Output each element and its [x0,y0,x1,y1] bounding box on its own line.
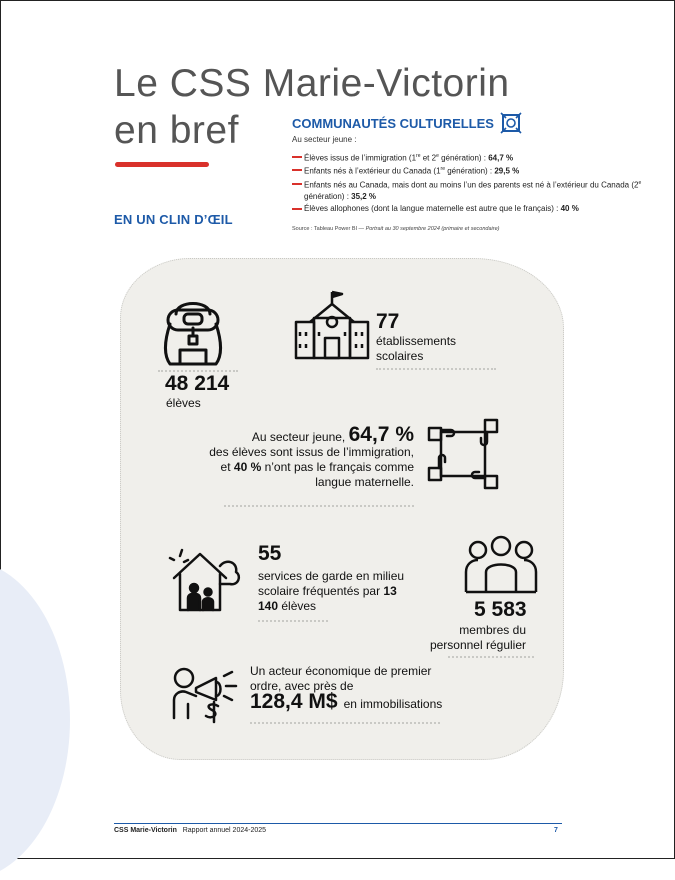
source-note: Source : Tableau Power BI — Portrait au 30 septembre 2024 (primaire et secondaire) [292,226,500,232]
divider [448,656,534,658]
staff-value: 5 583 [474,598,527,621]
culture-arrows-icon [500,112,522,134]
title-line-1: Le CSS Marie-Victorin [114,62,510,105]
divider [158,370,238,372]
list-item: Élèves issus de l’immigration (1re et 2e génération) : 64,7 % [292,151,642,164]
list-item: Élèves allophones (dont la langue maternelle est autre que le français) : 40 % [292,203,642,215]
schools-label: établissements scolaires [376,334,457,363]
economic-line [250,690,442,714]
staff-label: membres du personnel régulier [429,623,526,652]
cultural-heading-text: COMMUNAUTÉS CULTURELLES [292,115,494,131]
schools-value: 77 [376,310,400,333]
backpack-icon [162,292,224,366]
section-heading-glance: EN UN CLIN D’ŒIL [114,212,233,227]
school-building-icon [294,290,370,360]
footer-rule [114,823,562,824]
page-number: 7 [554,827,558,834]
joined-hands-icon [427,418,499,490]
cultural-list [292,151,642,215]
title-line-2: en bref [114,109,239,152]
title-underline [115,162,209,167]
divider [376,368,496,370]
economic-suffix: en immobilisations [343,697,443,711]
cultural-subheading: Au secteur jeune : [292,135,357,144]
divider [258,620,328,622]
footer-text: CSS Marie-Victorin Rapport annuel 2024-2025 [114,827,267,834]
daycare-text: services de garde en milieu scolaire fréquentés par 13 140 élèves [258,569,405,613]
daycare-house-icon [170,548,244,612]
divider [250,722,440,724]
megaphone-money-icon [170,664,242,720]
youth-sector-text: Au secteur jeune, 64,7 % des élèves sont issus de l’immigration, et 40 % n’ont pas le français comme langue maternelle. [209,423,414,489]
cultural-heading [292,112,522,134]
students-value: 48 214 [165,372,230,395]
list-item: Enfants nés à l’extérieur du Canada (1re génération) : 29,5 % [292,164,642,177]
economic-value: 128,4 M$ [250,690,338,713]
divider [224,505,414,507]
economic-text: Un acteur économique de premier ordre, avec près de [250,664,432,693]
staff-group-icon [464,536,538,594]
list-item: Enfants nés au Canada, mais dont au moins l’un des parents est né à l’extérieur du Canada (2e génération) : 35,2 % [292,178,642,203]
daycare-value: 55 [258,542,282,565]
students-label: élèves [166,396,201,410]
youth-value: 64,7 % [348,423,414,446]
